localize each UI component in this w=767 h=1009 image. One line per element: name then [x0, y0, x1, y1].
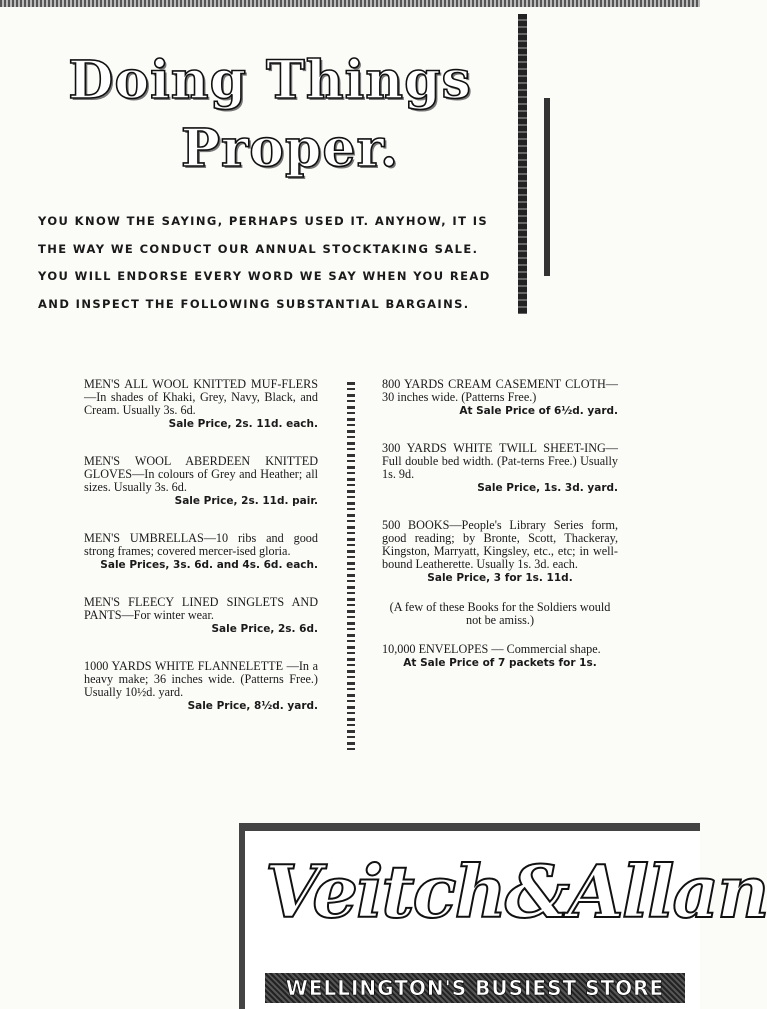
item-books	[382, 519, 618, 585]
intro-paragraph: YOU KNOW THE SAYING, PERHAPS USED IT. ANYHOW, IT IS THE WAY WE CONDUCT OUR ANNUAL STOCKTAKING SALE. YOU WILL ENDORSE EVERY WORD WE SAY WHEN YOU READ AND INSPECT THE FOLLOWING SUBSTANTIAL BARGAINS.	[38, 214, 491, 311]
item-description: 10,000 ENVELOPES — Commercial shape.	[382, 642, 601, 656]
item-singlets	[84, 596, 318, 636]
item-description: 500 BOOKS—People's Library Series form, good reading; by Bronte, Scott, Thackeray, Kingston, Marryatt, Kingsley, etc., etc; in well-bound Leatherette. Usually 1s. 3d. each.	[382, 518, 618, 571]
item-mufflers	[84, 378, 318, 431]
item-price: Sale Price, 1s. 3d. yard.	[477, 482, 618, 494]
chain-divider	[344, 382, 358, 752]
headline-line-2: Proper.	[180, 118, 400, 179]
left-column	[84, 378, 318, 737]
item-description: 300 YARDS WHITE TWILL SHEET-ING—Full double bed width. (Pat-terns Free.) Usually 1s. 9d.	[382, 441, 618, 481]
item-gloves	[84, 455, 318, 508]
item-description: 800 YARDS CREAM CASEMENT CLOTH—30 inches wide. (Patterns Free.)	[382, 377, 618, 404]
item-casement-cloth	[382, 378, 618, 418]
books-note: (A few of these Books for the Soldiers would not be amiss.)	[389, 600, 611, 627]
item-description: MEN'S WOOL ABERDEEN KNITTED GLOVES—In colours of Grey and Heather; all sizes. Usually 3s. 6d.	[84, 454, 318, 494]
item-description: MEN'S UMBRELLAS—10 ribs and good strong frames; covered mercer-ised gloria.	[84, 531, 318, 558]
store-tagline-band	[265, 973, 685, 1003]
item-price: Sale Price, 2s. 11d. pair.	[174, 495, 318, 507]
item-price: Sale Prices, 3s. 6d. and 4s. 6d. each.	[100, 559, 318, 571]
item-description: MEN'S FLEECY LINED SINGLETS AND PANTS—For winter wear.	[84, 595, 318, 622]
headline-line-1: Doing Things	[68, 50, 472, 111]
item-price: At Sale Price of 6½d. yard.	[459, 405, 618, 417]
item-price: At Sale Price of 7 packets for 1s.	[403, 657, 597, 669]
decorative-rule	[518, 14, 527, 314]
item-price: Sale Price, 8½d. yard.	[187, 700, 318, 712]
store-tagline: WELLINGTON'S BUSIEST STORE	[285, 976, 665, 1000]
item-flannelette	[84, 660, 318, 713]
top-border	[0, 0, 700, 7]
store-logo	[239, 823, 767, 1009]
item-description: MEN'S ALL WOOL KNITTED MUF-FLERS—In shades of Khaki, Grey, Navy, Black, and Cream. Usually 3s. 6d.	[84, 377, 318, 417]
item-umbrellas	[84, 532, 318, 572]
item-twill-sheeting	[382, 442, 618, 495]
right-column	[382, 378, 618, 694]
item-envelopes	[382, 643, 618, 670]
store-logo-name: Veitch&Allan	[265, 849, 767, 934]
item-price: Sale Price, 2s. 6d.	[211, 623, 318, 635]
item-description: 1000 YARDS WHITE FLANNELETTE —In a heavy make; 36 inches wide. (Patterns Free.) Usually 10½d. yard.	[84, 659, 318, 699]
item-price: Sale Price, 3 for 1s. 11d.	[427, 572, 573, 584]
item-price: Sale Price, 2s. 11d. each.	[168, 418, 318, 430]
decorative-rule-thin	[544, 98, 550, 276]
